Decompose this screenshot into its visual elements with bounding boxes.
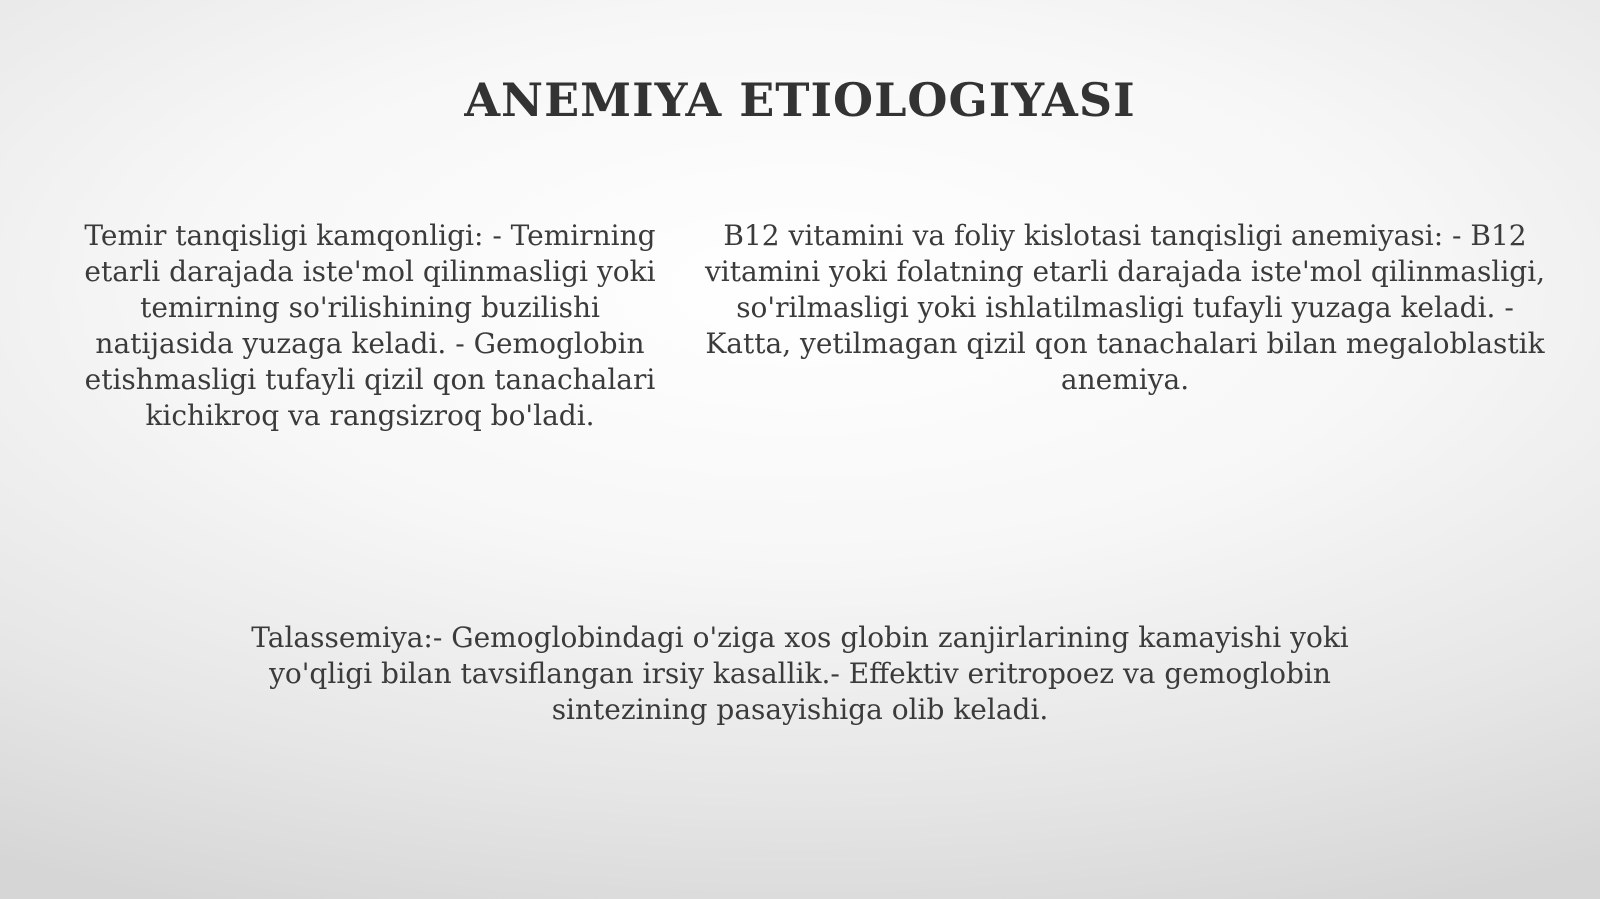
b12-folate-deficiency-text: B12 vitamini va foliy kislotasi tanqisligi anemiyasi: - B12 vitamini yoki folatning etarli darajada iste'mol qilinmasligi, so'rilmasligi yoki ishlatilmasligi tufayli yuzaga keladi. - Katta, yetilmagan qizil qon tanachalari bilan megaloblastik anemiya. (704, 219, 1546, 396)
thalassemia-text: Talassemiya:- Gemoglobindagi o'ziga xos globin zanjirlarining kamayishi yoki yo'qligi bilan tavsiflangan irsiy kasallik.- Effektiv eritropoez va gemoglobin sintezining pasayishiga olib keladi. (251, 621, 1349, 726)
slide-title: ANEMIYA ETIOLOGIYASI (464, 73, 1136, 127)
iron-deficiency-text: Temir tanqisligi kamqonligi: - Temirning etarli darajada iste'mol qilinmasligi yoki temirning so'rilishining buzilishi natijasida yuzaga keladi. - Gemoglobin etishmasligi tufayli qizil qon tanachalari kichikroq va rangsizroq bo'ladi. (84, 219, 656, 432)
